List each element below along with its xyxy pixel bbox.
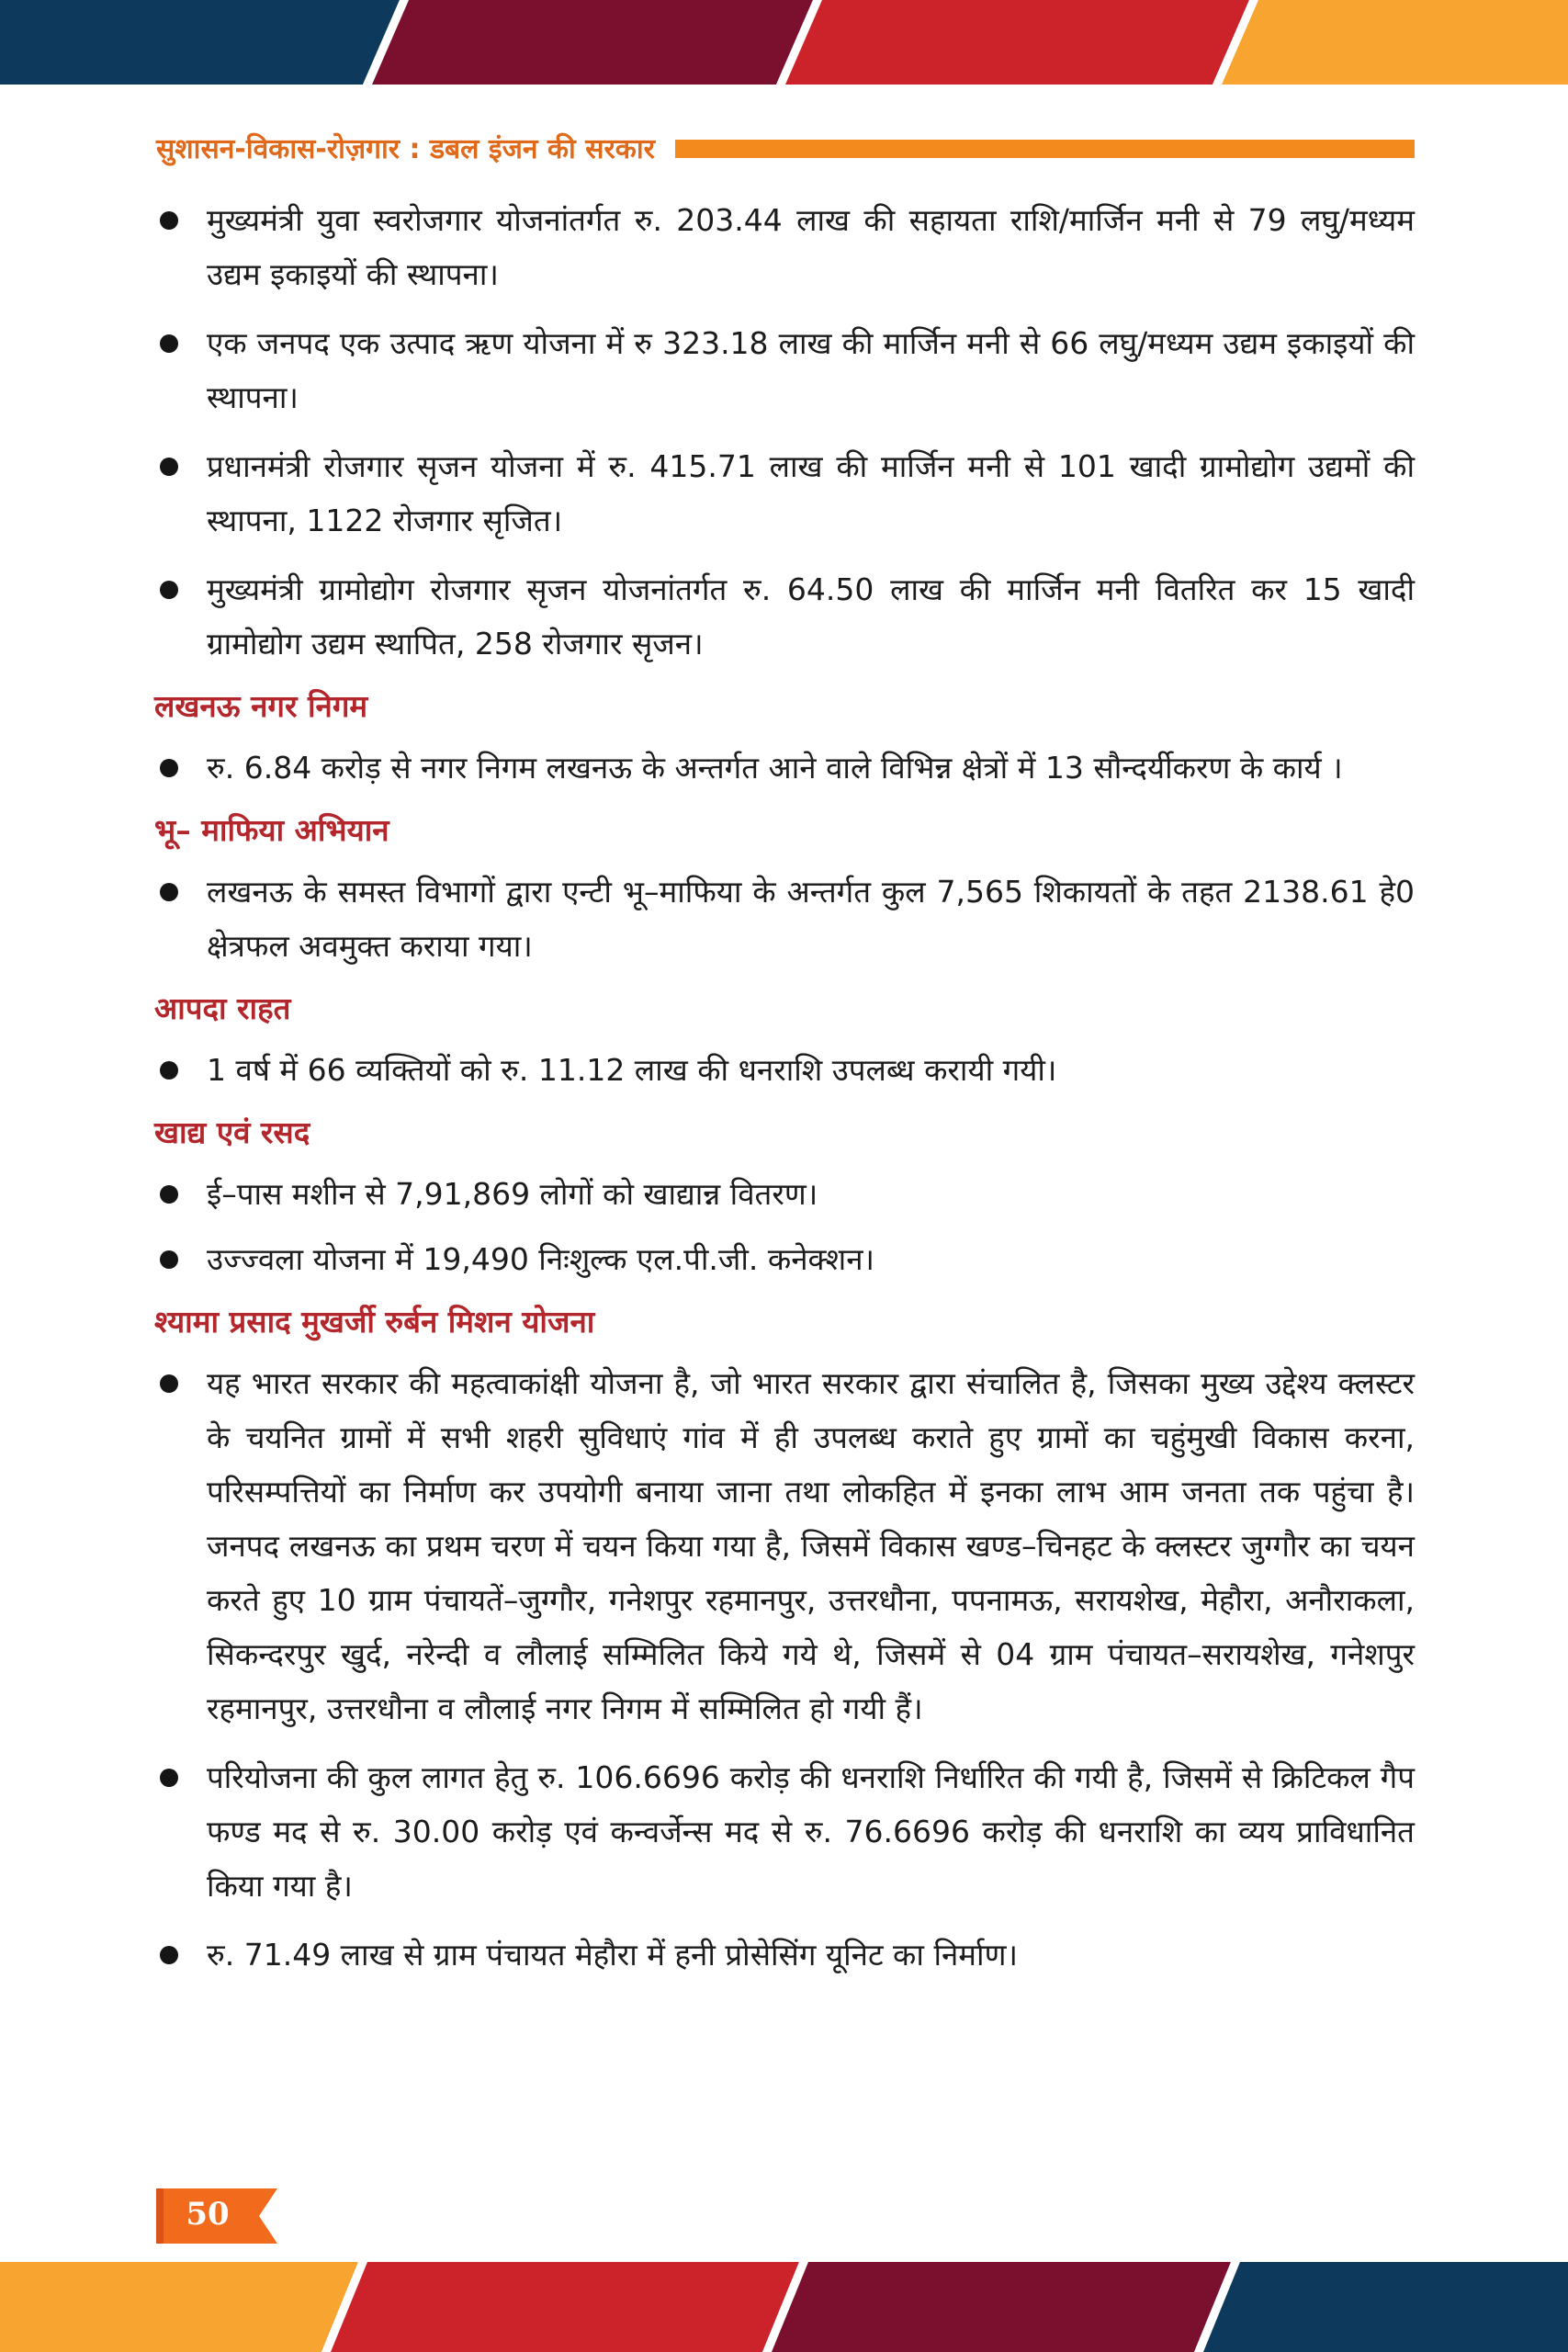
bullet-icon	[160, 883, 178, 901]
list-item: 1 वर्ष में 66 व्यक्तियों को रु. 11.12 लाख की धनराशि उपलब्ध करायी गयी।	[154, 1043, 1415, 1097]
list-item: उज्ज्वला योजना में 19,490 निःशुल्क एल.पी.जी. कनेक्शन।	[154, 1232, 1415, 1286]
bullet-icon	[160, 581, 178, 599]
bullet-icon	[160, 1374, 178, 1393]
section-heading-khadya: खाद्य एवं रसद	[154, 1114, 310, 1150]
top-decorative-band	[0, 0, 1568, 85]
header-rule	[675, 140, 1415, 158]
page-content	[154, 193, 1415, 1996]
list-item: मुख्यमंत्री ग्रामोद्योग रोजगार सृजन योजनांतर्गत रु. 64.50 लाख की मार्जिन मनी वितरित कर 15 खादी ग्रामोद्योग उद्यम स्थापित, 258 रोजगार सृजन।	[154, 562, 1415, 671]
intro-list	[154, 193, 1415, 671]
bullet-icon	[160, 211, 178, 230]
bullet-icon	[160, 1250, 178, 1269]
list-item: एक जनपद एक उत्पाद ऋण योजना में रु 323.18 लाख की मार्जिन मनी से 66 लघु/मध्यम उद्यम इकाइयों की स्थापना।	[154, 316, 1415, 424]
bottom-decorative-band	[0, 2262, 1568, 2352]
khadya-list	[154, 1167, 1415, 1286]
list-item: ई–पास मशीन से 7,91,869 लोगों को खाद्यान्न वितरण।	[154, 1167, 1415, 1221]
section-heading-aapda: आपदा राहत	[154, 990, 291, 1026]
list-item: यह भारत सरकार की महत्वाकांक्षी योजना है, जो भारत सरकार द्वारा संचालित है, जिसका मुख्य उद्देश्य क्लस्टर के चयनित ग्रामों में सभी शहरी सुविधाएं गांव में ही उपलब्ध कराते हुए ग्रामों का चहुंमुखी विकास करना, परिसम्पत्तियों का निर्माण कर उपयोगी बनाया जाना तथा लोकहित में इनका लाभ आम जनता तक पहुंचा है। जनपद लखनऊ का प्रथम चरण में चयन किया गया है, जिसमें विकास खण्ड–चिनहट के क्लस्टर जुग्गौर का चयन करते हुए 10 ग्राम पंचायतें–जुग्गौर, गनेशपुर रहमानपुर, उत्तरधौना, पपनामऊ, सरायशेख, मेहौरा, अनौराकला, सिकन्दरपुर खुर्द, नरेन्दी व लौलाई सम्मिलित किये गये थे, जिसमें से 04 ग्राम पंचायत–सरायशेख, गनेशपुर रहमानपुर, उत्तरधौना व लौलाई नगर निगम में सम्मिलित हो गयी हैं।	[154, 1356, 1415, 1736]
list-item: रु. 71.49 लाख से ग्राम पंचायत मेहौरा में हनी प्रोसेसिंग यूनिट का निर्माण।	[154, 1928, 1415, 1982]
section-heading-bhu-mafia: भू– माफिया अभियान	[154, 812, 389, 848]
list-item: रु. 6.84 करोड़ से नगर निगम लखनऊ के अन्तर्गत आने वाले विभिन्न क्षेत्रों में 13 सौन्दर्यीकरण के कार्य ।	[154, 741, 1415, 795]
list-item: प्रधानमंत्री रोजगार सृजन योजना में रु. 415.71 लाख की मार्जिन मनी से 101 खादी ग्रामोद्योग उद्यमों की स्थापना, 1122 रोजगार सृजित।	[154, 439, 1415, 548]
header-title: सुशासन-विकास-रोज़गार : डबल इंजन की सरकार	[156, 132, 655, 165]
rurban-list	[154, 1356, 1415, 1982]
section-heading-nagar-nigam: लखनऊ नगर निगम	[154, 688, 368, 724]
page-number: 50	[186, 2196, 230, 2233]
list-item: लखनऊ के समस्त विभागों द्वारा एन्टी भू–माफिया के अन्तर्गत कुल 7,565 शिकायतों के तहत 2138.61 हे0 क्षेत्रफल अवमुक्त कराया गया।	[154, 865, 1415, 973]
bullet-icon	[160, 759, 178, 777]
section-heading-rurban: श्यामा प्रसाद मुखर्जी रुर्बन मिशन योजना	[154, 1304, 595, 1340]
running-header	[156, 129, 1415, 165]
bullet-icon	[160, 458, 178, 476]
bullet-icon	[160, 1769, 178, 1787]
bullet-icon	[160, 1061, 178, 1080]
bullet-icon	[160, 1946, 178, 1964]
page-number-badge	[156, 2188, 285, 2244]
bullet-icon	[160, 1185, 178, 1204]
list-item: परियोजना की कुल लागत हेतु रु. 106.6696 करोड़ की धनराशि निर्धारित की गयी है, जिसमें से क्रिटिकल गैप फण्ड मद से रु. 30.00 करोड़ एवं कन्वर्जेन्स मद से रु. 76.6696 करोड़ की धनराशि का व्यय प्राविधानित किया गया है।	[154, 1750, 1415, 1913]
bullet-icon	[160, 334, 178, 353]
list-item: मुख्यमंत्री युवा स्वरोजगार योजनांतर्गत रु. 203.44 लाख की सहायता राशि/मार्जिन मनी से 79 लघु/मध्यम उद्यम इकाइयों की स्थापना।	[154, 193, 1415, 301]
